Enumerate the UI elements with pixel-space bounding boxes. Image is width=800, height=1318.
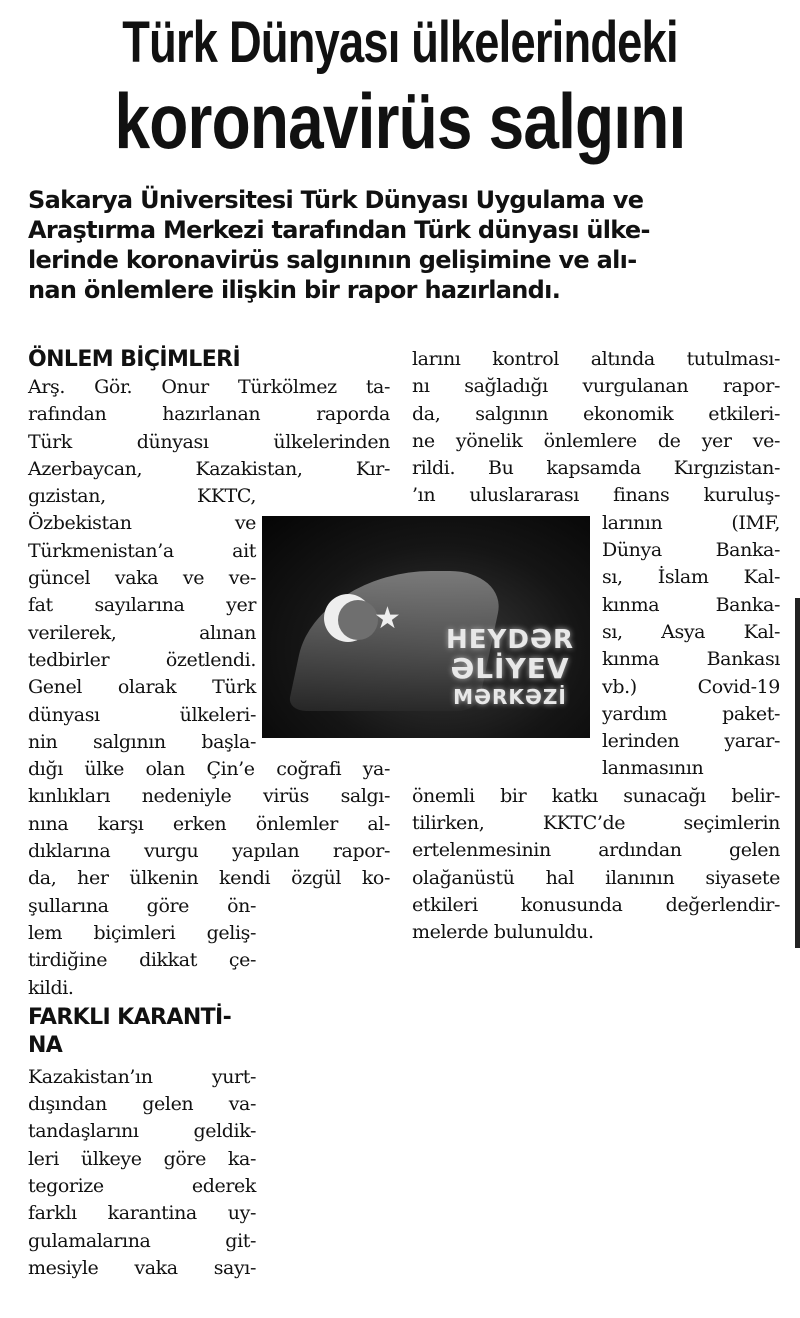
page-edge-bar xyxy=(795,598,800,948)
section1-body-continued xyxy=(28,756,390,892)
section1-body xyxy=(28,374,390,483)
section1-wrap xyxy=(28,483,256,756)
right-body-bottom xyxy=(412,783,780,947)
text-line: Dünya Banka- xyxy=(602,539,780,562)
text-line: rildi. Bu kapsamda Kırgızistan- xyxy=(412,457,780,480)
text-line: ne yönelik önlemlere de yer ve- xyxy=(412,429,780,452)
text-line: Genel olarak Türk xyxy=(28,676,256,699)
text-line: Türk dünyası ülkelerinden xyxy=(28,430,390,453)
text-line: Azerbaycan, Kazakistan, Kır- xyxy=(28,457,390,480)
lead-line: Sakarya Üniversitesi Türk Dünyası Uygulama ve xyxy=(28,186,644,214)
lead-line: Araştırma Merkezi tarafından Türk dünyası ülke- xyxy=(28,216,650,244)
text-line: nına karşı erken önlemler al- xyxy=(28,812,390,835)
news-photo xyxy=(262,516,590,738)
text-line: sı, Asya Kal- xyxy=(602,620,780,643)
section1-tail xyxy=(28,893,256,1002)
text-line: melerde bulunuldu. xyxy=(412,921,594,944)
text-line: tegorize ederek xyxy=(28,1175,256,1198)
text-line: da, her ülkenin kendi özgül ko- xyxy=(28,867,390,890)
text-line: farklı karantina uy- xyxy=(28,1202,256,1225)
text-line: larını kontrol altında tutulması- xyxy=(412,348,780,370)
sign-letters-2: ƏLİYEV xyxy=(450,652,570,685)
sign-letters-3: MƏRKƏZİ xyxy=(453,685,567,709)
text-line: ’ın uluslararası finans kuruluş- xyxy=(412,484,780,507)
lead-paragraph xyxy=(28,185,770,305)
text-line: etkileri konusunda değerlendir- xyxy=(412,893,780,916)
text-line: kınlıkları nedeniyle virüs salgı- xyxy=(28,785,390,808)
text-line: önemli bir katkı sunacağı belir- xyxy=(412,784,780,807)
text-line: Arş. Gör. Onur Türkölmez ta- xyxy=(28,376,390,398)
right-body-top xyxy=(412,346,780,510)
text-line: dığı ülke olan Çin’e coğrafi ya- xyxy=(28,758,390,781)
section-heading-karantina-2: NA xyxy=(28,1032,63,1058)
text-line: lanmasının xyxy=(602,757,704,780)
text-line: dünyası ülkeleri- xyxy=(28,703,256,726)
crescent-cut xyxy=(338,600,378,640)
star-icon: ★ xyxy=(374,601,401,636)
text-line: lerinden yarar- xyxy=(602,730,780,753)
text-line: nı sağladığı vurgulanan rapor- xyxy=(412,375,780,398)
text-line: larının (IMF, xyxy=(602,511,780,534)
lead-line: nan önlemlere ilişkin bir rapor hazırlandı. xyxy=(28,276,561,304)
text-line: tandaşlarını geldik- xyxy=(28,1120,256,1143)
text-line: güncel vaka ve ve- xyxy=(28,567,256,590)
text-line: fat sayılarına yer xyxy=(28,594,256,617)
text-line: lem biçimleri geliş- xyxy=(28,921,256,944)
text-line: vb.) Covid-19 xyxy=(602,675,780,698)
text-line: gulamalarına git- xyxy=(28,1229,256,1252)
lead-line: lerinde koronavirüs salgınının gelişimine ve alı- xyxy=(28,246,637,274)
sign-letters-1: HEYDƏR xyxy=(445,625,575,655)
text-line: yardım paket- xyxy=(602,702,780,725)
text-line: gızistan, KKTC, xyxy=(28,485,256,508)
text-line: dıklarına vurgu yapılan rapor- xyxy=(28,840,390,863)
text-line: dışından gelen va- xyxy=(28,1093,256,1116)
headline-line-2: koronavirüs salgını xyxy=(114,77,686,165)
text-line: da, salgının ekonomik etkileri- xyxy=(412,402,780,425)
text-line: Özbekistan ve xyxy=(28,512,256,535)
section-heading-onlem: ÖNLEM BİÇİMLERİ xyxy=(28,347,241,372)
text-line: tedbirler özetlendi. xyxy=(28,648,256,671)
text-line: olağanüstü hal ilanının siyasete xyxy=(412,866,780,889)
text-line: leri ülkeye göre ka- xyxy=(28,1147,256,1170)
text-line: tirdiğine dikkat çe- xyxy=(28,949,256,972)
section2-body xyxy=(28,1064,256,1282)
text-line: şullarına göre ön- xyxy=(28,894,256,917)
text-line: kınma Bankası xyxy=(602,648,780,671)
text-line: Kazakistan’ın yurt- xyxy=(28,1065,256,1088)
text-line: ertelenmesinin ardından gelen xyxy=(412,839,780,862)
text-line: Türkmenistan’a ait xyxy=(28,539,256,562)
text-line: verilerek, alınan xyxy=(28,621,256,644)
text-line: mesiyle vaka sayı- xyxy=(28,1256,256,1279)
text-line: sı, İslam Kal- xyxy=(602,566,780,589)
right-body-wrap xyxy=(602,510,780,783)
text-line: tilirken, KKTC’de seçimlerin xyxy=(412,812,780,835)
left-column xyxy=(28,346,390,1282)
text-line: kınma Banka- xyxy=(602,593,780,616)
text-line: nin salgının başla- xyxy=(28,730,256,753)
section-heading-karantina-1: FARKLI KARANTİ- xyxy=(28,1004,232,1030)
headline-line-1: Türk Dünyası ülkelerindeki xyxy=(122,10,678,75)
text-line: rafından hazırlanan raporda xyxy=(28,403,390,426)
text-line: kildi. xyxy=(28,976,74,999)
